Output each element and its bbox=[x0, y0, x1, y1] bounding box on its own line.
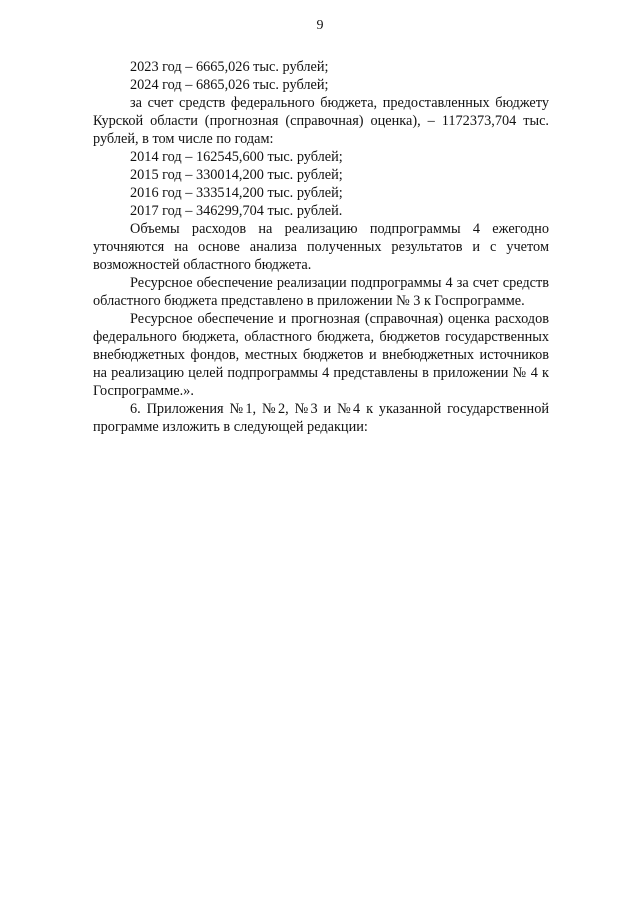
paragraph-line: Ресурсное обеспечение реализации подпрограммы 4 за счет средств bbox=[130, 275, 549, 291]
paragraph-line: внебюджетных фондов, местных бюджетов и внебюджетных источников bbox=[93, 347, 549, 363]
numbered-item-line: программе изложить в следующей редакции: bbox=[93, 419, 368, 435]
funding-line-2023: 2023 год – 6665,026 тыс. рублей; bbox=[130, 59, 329, 75]
federal-budget-line: рублей, в том числе по годам: bbox=[93, 131, 274, 147]
paragraph-line: Объемы расходов на реализацию подпрограммы 4 ежегодно bbox=[130, 221, 549, 237]
federal-budget-line: за счет средств федерального бюджета, предоставленных бюджету bbox=[130, 95, 549, 111]
document-body bbox=[93, 58, 549, 436]
numbered-item-line: 6. Приложения №1, №2, №3 и №4 к указанной государственной bbox=[130, 401, 549, 417]
paragraph-line: Госпрограмме.». bbox=[93, 383, 194, 399]
paragraph-line: Ресурсное обеспечение и прогнозная (справочная) оценка расходов bbox=[130, 311, 549, 327]
paragraph-line: возможностей областного бюджета. bbox=[93, 257, 312, 273]
funding-line-2015: 2015 год – 330014,200 тыс. рублей; bbox=[130, 167, 343, 183]
paragraph-line: федерального бюджета, областного бюджета, бюджетов государственных bbox=[93, 329, 549, 345]
funding-line-2016: 2016 год – 333514,200 тыс. рублей; bbox=[130, 185, 343, 201]
funding-line-2017: 2017 год – 346299,704 тыс. рублей. bbox=[130, 203, 343, 219]
paragraph-line: на реализацию целей подпрограммы 4 представлены в приложении № 4 к bbox=[93, 365, 549, 381]
page-number: 9 bbox=[316, 18, 324, 33]
funding-line-2014: 2014 год – 162545,600 тыс. рублей; bbox=[130, 149, 343, 165]
funding-line-2024: 2024 год – 6865,026 тыс. рублей; bbox=[130, 77, 329, 93]
paragraph-line: уточняются на основе анализа полученных результатов и с учетом bbox=[93, 239, 549, 255]
paragraph-line: областного бюджета представлено в приложении № 3 к Госпрограмме. bbox=[93, 293, 525, 309]
federal-budget-line: Курской области (прогнозная (справочная) оценка), – 1172373,704 тыс. bbox=[93, 113, 549, 129]
